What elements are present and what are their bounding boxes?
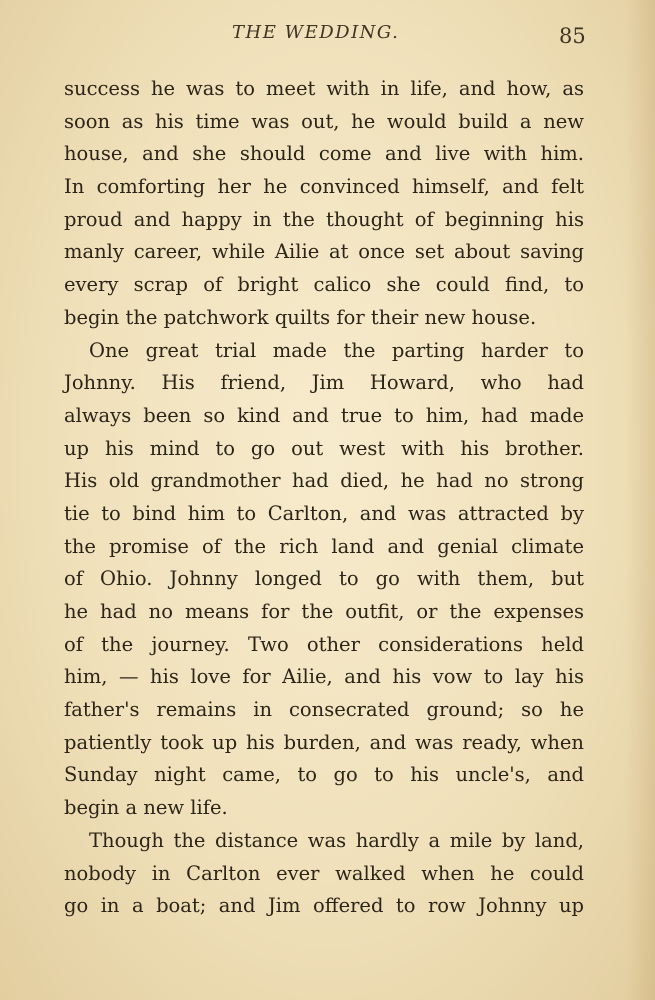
text-line: he had no means for the outfit, or the expenses: [64, 600, 584, 623]
text-line: every scrap of bright calico she could find, to: [64, 273, 584, 297]
text-line: always been so kind and true to him, had made: [64, 403, 584, 427]
text-line: the promise of the rich land and genial climate: [64, 534, 584, 558]
page-edge-shadow: [625, 0, 655, 1000]
running-title: THE WEDDING.: [232, 22, 400, 43]
text-line: father's remains in consecrated ground; so he: [64, 698, 584, 722]
text-line: of the journey. Two other considerations held: [64, 632, 584, 656]
body-text: [64, 73, 584, 923]
paragraph-start-line: Though the distance was hardly a mile by land,: [89, 828, 584, 852]
text-line: proud and happy in the thought of beginning his: [64, 207, 584, 231]
text-line: In comforting her he convinced himself, and felt: [64, 175, 584, 199]
text-line: nobody in Carlton ever walked when he could: [64, 861, 584, 885]
text-line: begin a new life.: [64, 796, 228, 820]
text-line: of Ohio. Johnny longed to go with them, but: [64, 567, 584, 591]
text-line: patiently took up his burden, and was ready, when: [64, 730, 584, 754]
text-line: begin the patchwork quilts for their new house.: [64, 305, 537, 329]
text-line: up his mind to go out west with his brother.: [64, 436, 584, 460]
text-line: house, and she should come and live with him.: [64, 142, 584, 166]
text-line: Johnny. His friend, Jim Howard, who had: [64, 371, 584, 395]
paragraph-start-line: One great trial made the parting harder to: [89, 338, 584, 362]
text-line: him, — his love for Ailie, and his vow to lay his: [64, 665, 584, 689]
text-line: manly career, while Ailie at once set about saving: [64, 240, 584, 264]
text-line: Sunday night came, to go to his uncle's, and: [64, 763, 584, 787]
text-line: success he was to meet with in life, and how, as: [64, 77, 584, 100]
text-line: His old grandmother had died, he had no strong: [64, 469, 584, 493]
text-line: tie to bind him to Carlton, and was attracted by: [64, 501, 584, 525]
page-number: 85: [559, 24, 586, 48]
text-line: soon as his time was out, he would build a new: [64, 109, 584, 133]
text-line: go in a boat; and Jim offered to row Johnny up: [64, 894, 584, 918]
